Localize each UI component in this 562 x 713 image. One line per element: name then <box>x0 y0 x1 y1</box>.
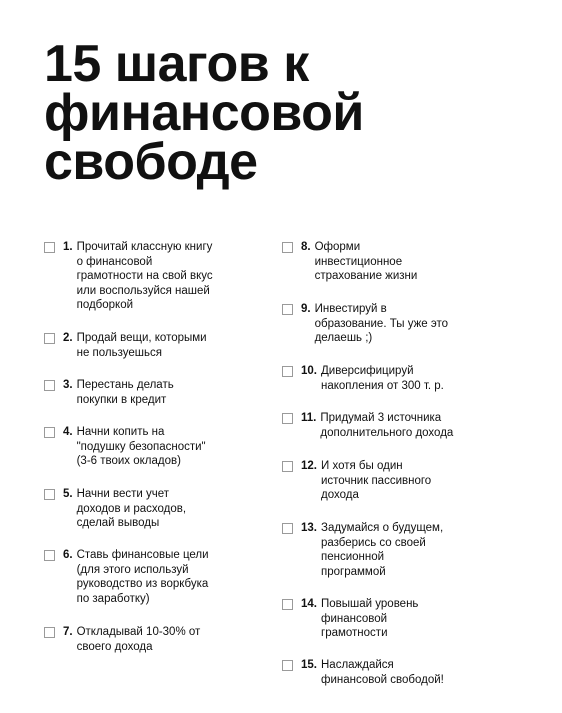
step-text: Повышай уровень финансовой грамотности <box>321 598 419 639</box>
step-text: Начни копить на "подушку безопасности" (3-6 твоих окладов) <box>76 426 206 467</box>
step-number: 8. <box>301 241 311 253</box>
checklist-item <box>44 425 206 469</box>
page-title: 15 шагов к финансовой свободе <box>44 35 364 191</box>
checkbox[interactable] <box>44 242 55 253</box>
step-number: 11. <box>301 412 317 424</box>
step-number: 4. <box>63 426 73 438</box>
step-text: Наслаждайся финансовой свободой! <box>321 659 444 686</box>
step-text: Придумай 3 источника дополнительного дохода <box>320 412 454 439</box>
checkbox[interactable] <box>282 242 293 253</box>
checklist-item <box>44 378 174 407</box>
checklist-item <box>282 240 417 284</box>
checkbox[interactable] <box>282 366 293 377</box>
checklist-item <box>44 625 200 654</box>
checkbox[interactable] <box>282 304 293 315</box>
checkbox[interactable] <box>44 427 55 438</box>
step-number: 10. <box>301 365 317 377</box>
checklist-item <box>44 240 213 313</box>
step-text: Перестань делать покупки в кредит <box>76 379 174 406</box>
step-number: 12. <box>301 460 317 472</box>
step-number: 2. <box>63 332 73 344</box>
checkbox[interactable] <box>282 461 293 472</box>
checklist-item <box>282 597 418 641</box>
step-text: Диверсифицируй накопления от 300 т. р. <box>321 365 444 392</box>
checklist-item <box>282 521 443 579</box>
checklist-item <box>282 364 444 393</box>
checkbox[interactable] <box>282 523 293 534</box>
checklist-item <box>44 548 209 606</box>
checkbox[interactable] <box>44 380 55 391</box>
checkbox[interactable] <box>282 413 293 424</box>
step-number: 6. <box>63 549 73 561</box>
checkbox[interactable] <box>282 599 293 610</box>
step-text: Откладывай 10-30% от своего дохода <box>76 626 201 653</box>
step-number: 15. <box>301 659 317 671</box>
step-text: Оформи инвестиционное страхование жизни <box>314 241 418 282</box>
checklist-item <box>282 411 453 440</box>
checkbox[interactable] <box>44 627 55 638</box>
checkbox[interactable] <box>282 660 293 671</box>
step-text: Продай вещи, которыми не пользуешься <box>76 332 207 359</box>
step-number: 1. <box>63 241 73 253</box>
checklist-item <box>44 487 186 531</box>
step-number: 9. <box>301 303 311 315</box>
checklist-item <box>282 658 444 687</box>
step-text: Прочитай классную книгу о финансовой грамотности на свой вкус или воспользуйся нашей подборкой <box>76 241 213 311</box>
checkbox[interactable] <box>44 489 55 500</box>
step-number: 5. <box>63 488 73 500</box>
step-text: Инвестируй в образование. Ты уже это делаешь ;) <box>314 303 449 344</box>
step-number: 3. <box>63 379 73 391</box>
step-text: Ставь финансовые цели (для этого используй руководство из воркбука по заработку) <box>76 549 209 605</box>
checklist-item <box>282 302 448 346</box>
step-number: 7. <box>63 626 73 638</box>
checkbox[interactable] <box>44 333 55 344</box>
checkbox[interactable] <box>44 550 55 561</box>
step-text: Задумайся о будущем, разберись со своей пенсионной программой <box>321 522 444 578</box>
step-text: И хотя бы один источник пассивного дохода <box>321 460 432 501</box>
step-number: 13. <box>301 522 317 534</box>
checklist-item <box>44 331 207 360</box>
step-text: Начни вести учет доходов и расходов, сделай выводы <box>76 488 187 529</box>
step-number: 14. <box>301 598 317 610</box>
checklist-item <box>282 459 431 503</box>
